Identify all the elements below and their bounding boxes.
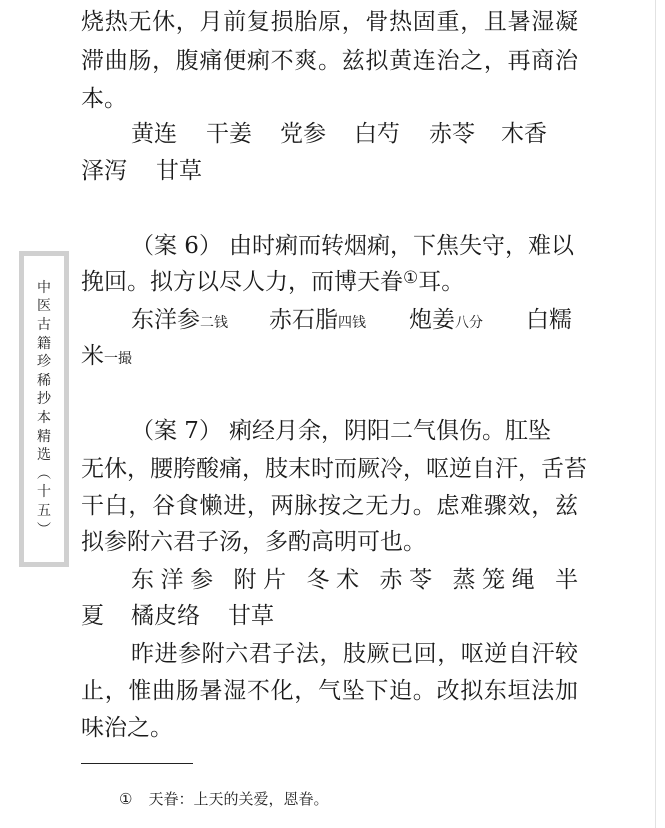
herb-name: 黄连 <box>131 121 177 147</box>
case-text: 痢经月余，阴阳二气俱伤。肛坠 <box>229 418 551 444</box>
side-tab-char: 选 <box>37 447 51 464</box>
herb-name: 泽泻 <box>81 158 127 184</box>
herb-name: 党参 <box>280 121 326 147</box>
case-line <box>131 413 551 450</box>
herb-name: 橘皮络 <box>131 603 200 629</box>
side-tab-char: 五 <box>37 502 51 519</box>
prescription-line <box>81 153 202 190</box>
paragraph-line: 本。 <box>81 86 127 112</box>
side-tab-char: 中 <box>37 279 51 296</box>
case-text: 挽回。拟方以尽人力，而博天眷 <box>81 269 403 295</box>
prescription-line <box>131 302 572 339</box>
footnote-marker: ① <box>403 268 419 288</box>
case-line <box>81 264 464 301</box>
herb-dose: 四钱 <box>338 315 366 331</box>
herb-name: 干姜 <box>206 121 252 147</box>
side-tab-char: ︶ <box>37 521 51 538</box>
case-line <box>131 228 574 265</box>
herb-name: 东洋参 <box>131 567 220 593</box>
case-line: 无休，腰胯酸痛，肢末时而厥冷，呕逆自汗，舌苔 <box>81 456 587 482</box>
herb-name: 木香 <box>501 121 547 147</box>
side-tab-char: 籍 <box>37 335 51 352</box>
case-text: 由时痢而转烟痢，下焦失守，难以 <box>229 233 574 259</box>
herb-name: 附片 <box>233 567 293 593</box>
herb-name: 冬术 <box>306 567 366 593</box>
case-line: 干白，谷食懒进，两脉按之无力。虑难骤效，兹 <box>81 493 578 519</box>
footnote-text: 天眷：上天的关爱，恩眷。 <box>148 790 329 808</box>
case-text: 耳。 <box>418 269 465 295</box>
herb-dose: 二钱 <box>200 315 228 331</box>
side-tab-char: 本 <box>37 410 51 426</box>
herb-name: 甘草 <box>228 603 274 629</box>
side-tab-char: 医 <box>37 298 51 315</box>
herb-name: 赤苓 <box>429 121 475 147</box>
prescription-line <box>81 338 132 375</box>
herb-item <box>409 302 526 342</box>
paragraph-line: 烧热无休，月前复损胎原，骨热固重，且暑湿凝 <box>81 9 578 35</box>
herb-item <box>269 302 409 342</box>
herb-name: 炮姜 <box>409 307 455 333</box>
case-label: （案 7） <box>131 418 222 444</box>
case-line: 拟参附六君子汤，多酌高明可也。 <box>81 529 426 555</box>
followup-line: 味治之。 <box>81 715 173 741</box>
case-label: （案 6） <box>131 233 222 259</box>
side-tab-inner <box>24 256 64 562</box>
prescription-line <box>81 598 274 635</box>
herb-name: 赤石脂 <box>269 307 338 333</box>
side-tab-char: 精 <box>37 428 51 445</box>
herb-dose: 八分 <box>455 315 483 331</box>
herb-dose: 一撮 <box>104 351 132 367</box>
herb-name: 半 <box>555 567 579 593</box>
page-edge-line <box>655 0 656 828</box>
herb-name: 东洋参 <box>131 307 200 333</box>
herb-name: 赤苓 <box>379 567 439 593</box>
prescription-line <box>131 116 547 153</box>
herb-name: 米 <box>81 343 104 369</box>
herb-name: 夏 <box>81 603 104 629</box>
herb-name: 白糯 <box>526 307 572 333</box>
herb-name: 甘草 <box>156 158 202 184</box>
footnote-mark: ① <box>119 790 133 808</box>
side-tab <box>19 251 69 567</box>
prescription-line <box>131 562 578 599</box>
paragraph-line: 滞曲肠，腹痛便痢不爽。兹拟黄连治之，再商治 <box>81 48 578 74</box>
side-tab-char: 抄 <box>37 391 51 408</box>
side-tab-char: ︵ <box>37 465 51 482</box>
side-tab-char: 稀 <box>37 372 51 389</box>
footnote-rule <box>81 763 193 764</box>
side-tab-char: 十 <box>37 484 51 501</box>
side-tab-char: 珍 <box>37 354 51 371</box>
followup-line: 昨进参附六君子法，肢厥已回，呕逆自汗较 <box>131 641 578 667</box>
footnote <box>119 788 328 810</box>
herb-name: 白芍 <box>354 121 400 147</box>
herb-name: 蒸笼绳 <box>452 567 542 593</box>
followup-line: 止，惟曲肠暑湿不化，气坠下迫。改拟东垣法加 <box>81 678 578 704</box>
herb-item <box>131 302 269 342</box>
side-tab-char: 古 <box>37 317 51 334</box>
